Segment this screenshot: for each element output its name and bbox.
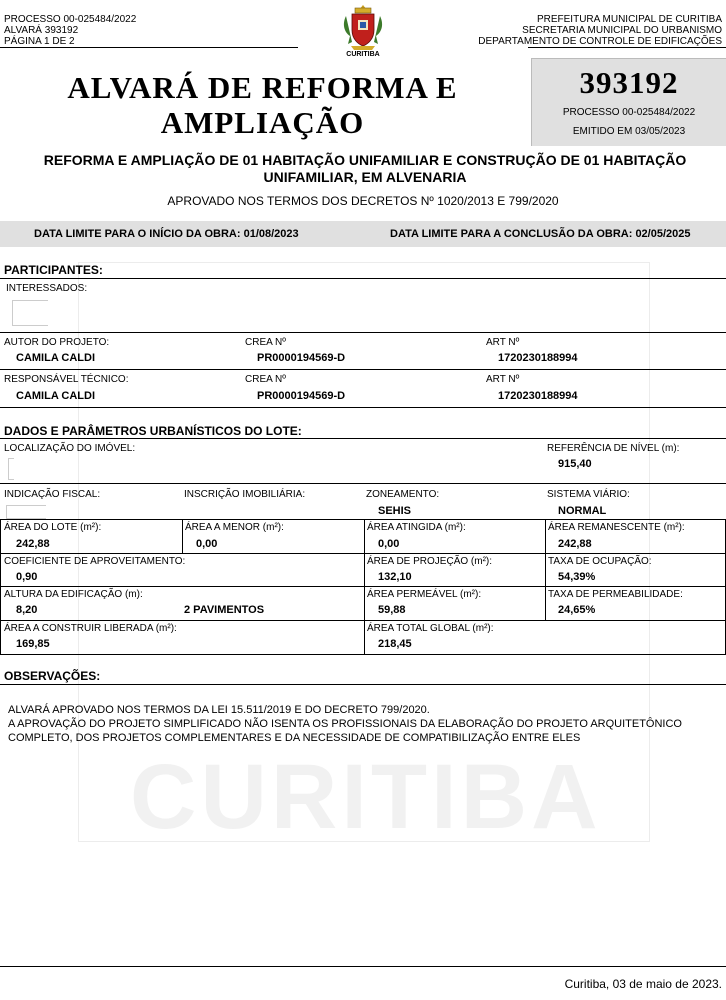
indicacao-label: INDICAÇÃO FISCAL: (4, 489, 101, 500)
author-art-label: ART Nº (486, 337, 520, 348)
header-prefeitura: PREFEITURA MUNICIPAL DE CURITIBA (536, 14, 722, 25)
alvara-emitido: EMITIDO EM 03/05/2023 (572, 126, 686, 137)
subtitle-line-2: UNIFAMILIAR, EM ALVENARIA (263, 169, 467, 185)
header-alvara-line: ALVARÁ 393192 (4, 25, 79, 36)
construir-label: ÁREA A CONSTRUIR LIBERADA (m²): (4, 623, 177, 634)
area-remanescente-value: 242,88 (558, 538, 592, 550)
grid-line-3 (0, 586, 726, 587)
area-menor-value: 0,00 (196, 538, 218, 550)
grid-line-1 (0, 519, 726, 520)
ref-nivel-value: 915,40 (558, 458, 592, 470)
alvara-processo: PROCESSO 00-025484/2022 (562, 107, 696, 118)
permeabilidade-label: TAXA DE PERMEABILIDADE: (548, 589, 683, 600)
author-divider (0, 369, 726, 370)
grid-vline-c (545, 519, 546, 620)
title-line-1: ALVARÁ DE REFORMA E (67, 70, 458, 105)
construir-value: 169,85 (16, 638, 50, 650)
alvara-number: 393192 (579, 65, 679, 100)
coef-label: COEFICIENTE DE APROVEITAMENTO: (4, 556, 186, 567)
title-line-2: AMPLIAÇÃO (160, 105, 365, 140)
observacao-line-3: COMPLETO, DOS PROJETOS COMPLEMENTARES E DA NECESSIDADE DE COMPATIBILIZAÇÃO ENTRE ELES (8, 732, 581, 744)
crest-caption: CURITIBA (346, 51, 380, 58)
grid-line-5 (0, 654, 726, 655)
header-page-line: PÁGINA 1 DE 2 (4, 36, 75, 47)
document-subtitle (20, 152, 710, 186)
localizacao-label: LOCALIZAÇÃO DO IMÓVEL: (4, 443, 136, 454)
resp-divider (0, 407, 726, 408)
permeavel-label: ÁREA PERMEÁVEL (m²): (367, 589, 482, 600)
zoneamento-value: SEHIS (378, 505, 412, 517)
sistema-viario-value: NORMAL (558, 505, 607, 517)
localizacao-divider (0, 483, 726, 484)
header-institution-info (478, 14, 722, 47)
projecao-label: ÁREA DE PROJEÇÃO (m²): (367, 556, 493, 567)
header-departamento: DEPARTAMENTO DE CONTROLE DE EDIFICAÇÕES (478, 36, 722, 47)
observacao-line-1: ALVARÁ APROVADO NOS TERMOS DA LEI 15.511/2019 E DO DECRETO 799/2020. (8, 704, 430, 716)
resp-name: CAMILA CALDI (16, 390, 96, 402)
interessados-label: INTERESSADOS: (6, 283, 88, 294)
author-name: CAMILA CALDI (16, 352, 96, 364)
area-lote-value: 242,88 (16, 538, 50, 550)
permeavel-value: 59,88 (378, 604, 406, 616)
projecao-value: 132,10 (378, 571, 412, 583)
author-crea: PR0000194569-D (257, 352, 346, 364)
approval-decree-text: APROVADO NOS TERMOS DOS DECRETOS Nº 1020/2013 E 799/2020 (167, 194, 559, 208)
alvara-number-box (531, 58, 726, 146)
area-lote-label: ÁREA DO LOTE (m²): (4, 522, 102, 533)
ocupacao-value: 54,39% (558, 571, 596, 583)
resp-art-label: ART Nº (486, 374, 520, 385)
grid-vline-b (364, 519, 365, 654)
observacoes-text (8, 703, 718, 745)
lot-divider (0, 438, 726, 439)
deadline-end: DATA LIMITE PARA A CONCLUSÃO DA OBRA: 02/05/2025 (390, 228, 691, 240)
sistema-viario-label: SISTEMA VIÁRIO: (547, 489, 630, 500)
total-global-value: 218,45 (378, 638, 412, 650)
total-global-label: ÁREA TOTAL GLOBAL (m²): (367, 623, 494, 634)
resp-label: RESPONSÁVEL TÉCNICO: (4, 374, 129, 385)
header-right-divider (528, 47, 726, 48)
altura-label: ALTURA DA EDIFICAÇÃO (m): (4, 589, 143, 600)
localizacao-value-box (8, 458, 14, 480)
subtitle-line-1: REFORMA E AMPLIAÇÃO DE 01 HABITAÇÃO UNIFAMILIAR E CONSTRUÇÃO DE 01 HABITAÇÃO (43, 152, 687, 168)
altura-value: 8,20 (16, 604, 38, 616)
participants-section-title: PARTICIPANTES: (4, 263, 103, 277)
grid-vline-left (0, 519, 1, 654)
area-remanescente-label: ÁREA REMANESCENTE (m²): (548, 522, 685, 533)
zoneamento-label: ZONEAMENTO: (366, 489, 440, 500)
participants-divider (0, 278, 726, 279)
observacao-line-2: A APROVAÇÃO DO PROJETO SIMPLIFICADO NÃO ISENTA OS PROFISSIONAIS DA ELABORAÇÃO DO PROJETO ARQUITETÔNICO (8, 718, 682, 730)
deadline-bar (0, 221, 726, 247)
area-atingida-value: 0,00 (378, 538, 400, 550)
observacoes-section-title: OBSERVAÇÕES: (4, 669, 101, 683)
header-process-info (4, 14, 136, 47)
author-crea-label: CREA Nº (245, 337, 286, 348)
grid-vline-a (182, 519, 183, 553)
indicacao-value-box (6, 505, 46, 519)
watermark-text: CURITIBA (130, 746, 602, 848)
area-atingida-label: ÁREA ATINGIDA (m²): (367, 522, 466, 533)
grid-line-4 (0, 620, 726, 621)
permeabilidade-value: 24,65% (558, 604, 596, 616)
header-process-line: PROCESSO 00-025484/2022 (4, 14, 137, 25)
inscricao-label: INSCRIÇÃO IMOBILIÁRIA: (184, 489, 306, 500)
footer-divider (0, 966, 726, 967)
header-secretaria: SECRETARIA MUNICIPAL DO URBANISMO (522, 25, 722, 36)
ref-nivel-label: REFERÊNCIA DE NÍVEL (m): (547, 443, 680, 454)
pavimentos-value: 2 PAVIMENTOS (184, 604, 265, 616)
resp-art: 1720230188994 (498, 390, 578, 402)
author-art: 1720230188994 (498, 352, 578, 364)
interessados-divider (0, 332, 726, 333)
author-label: AUTOR DO PROJETO: (4, 337, 110, 348)
area-menor-label: ÁREA A MENOR (m²): (185, 522, 284, 533)
observacoes-divider (0, 684, 726, 685)
footer-date: Curitiba, 03 de maio de 2023. (564, 977, 722, 991)
document-title (40, 70, 485, 140)
resp-crea: PR0000194569-D (257, 390, 346, 402)
interessados-value-box (12, 300, 48, 326)
coef-value: 0,90 (16, 571, 38, 583)
lot-section-title: DADOS E PARÂMETROS URBANÍSTICOS DO LOTE: (4, 424, 302, 438)
deadline-start: DATA LIMITE PARA O INÍCIO DA OBRA: 01/08/2023 (34, 228, 299, 240)
header-left-divider (0, 47, 298, 48)
grid-line-2 (0, 553, 726, 554)
ocupacao-label: TAXA DE OCUPAÇÃO: (548, 556, 652, 567)
resp-crea-label: CREA Nº (245, 374, 286, 385)
